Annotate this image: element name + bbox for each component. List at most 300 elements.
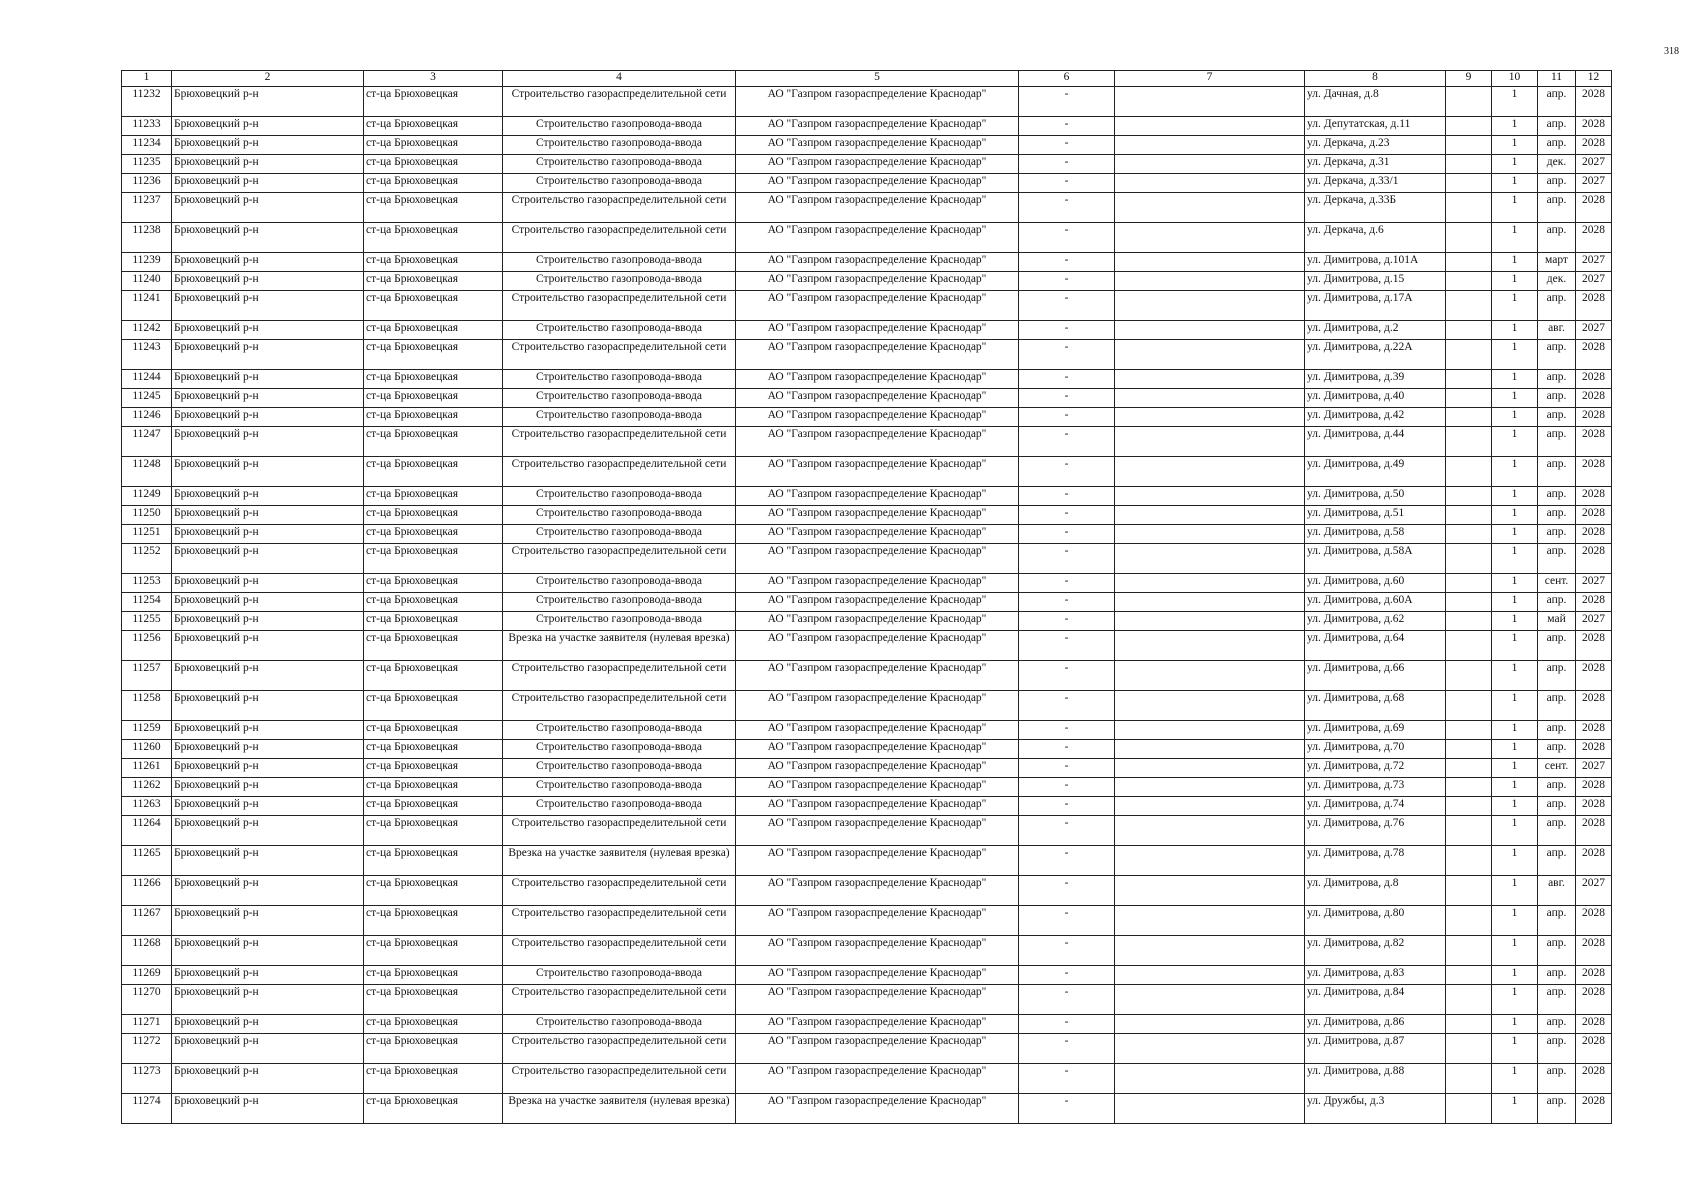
column-header: 7 bbox=[1115, 71, 1305, 87]
column-9-cell bbox=[1446, 661, 1492, 691]
month-cell: апр. bbox=[1538, 778, 1576, 797]
quantity-cell: 1 bbox=[1492, 612, 1538, 631]
column-9-cell bbox=[1446, 370, 1492, 389]
column-6-cell: - bbox=[1019, 612, 1115, 631]
column-7-cell bbox=[1115, 525, 1305, 544]
column-header: 9 bbox=[1446, 71, 1492, 87]
address-cell: ул. Дружбы, д.3 bbox=[1305, 1094, 1446, 1124]
year-cell: 2028 bbox=[1576, 340, 1612, 370]
column-6-cell: - bbox=[1019, 272, 1115, 291]
column-7-cell bbox=[1115, 721, 1305, 740]
table-row bbox=[122, 966, 1612, 985]
column-6-cell: - bbox=[1019, 846, 1115, 876]
organization-cell: АО "Газпром газораспределение Краснодар" bbox=[736, 936, 1019, 966]
work-type-cell: Строительство газораспределительной сети bbox=[503, 876, 736, 906]
column-6-cell: - bbox=[1019, 876, 1115, 906]
address-cell: ул. Деркача, д.33/1 bbox=[1305, 174, 1446, 193]
organization-cell: АО "Газпром газораспределение Краснодар" bbox=[736, 408, 1019, 427]
settlement-cell: ст-ца Брюховецкая bbox=[364, 155, 503, 174]
column-7-cell bbox=[1115, 966, 1305, 985]
quantity-cell: 1 bbox=[1492, 117, 1538, 136]
work-type-cell: Строительство газопровода-ввода bbox=[503, 487, 736, 506]
work-type-cell: Строительство газораспределительной сети bbox=[503, 906, 736, 936]
year-cell: 2028 bbox=[1576, 985, 1612, 1015]
column-7-cell bbox=[1115, 797, 1305, 816]
year-cell: 2028 bbox=[1576, 389, 1612, 408]
column-6-cell: - bbox=[1019, 408, 1115, 427]
column-header: 12 bbox=[1576, 71, 1612, 87]
address-cell: ул. Димитрова, д.15 bbox=[1305, 272, 1446, 291]
address-cell: ул. Деркача, д.33Б bbox=[1305, 193, 1446, 223]
column-9-cell bbox=[1446, 223, 1492, 253]
row-number-cell: 11249 bbox=[122, 487, 172, 506]
work-type-cell: Строительство газопровода-ввода bbox=[503, 408, 736, 427]
table-row bbox=[122, 272, 1612, 291]
district-cell: Брюховецкий р-н bbox=[172, 1015, 364, 1034]
settlement-cell: ст-ца Брюховецкая bbox=[364, 816, 503, 846]
address-cell: ул. Димитрова, д.78 bbox=[1305, 846, 1446, 876]
organization-cell: АО "Газпром газораспределение Краснодар" bbox=[736, 544, 1019, 574]
column-6-cell: - bbox=[1019, 691, 1115, 721]
column-9-cell bbox=[1446, 408, 1492, 427]
organization-cell: АО "Газпром газораспределение Краснодар" bbox=[736, 1094, 1019, 1124]
district-cell: Брюховецкий р-н bbox=[172, 816, 364, 846]
organization-cell: АО "Газпром газораспределение Краснодар" bbox=[736, 525, 1019, 544]
district-cell: Брюховецкий р-н bbox=[172, 291, 364, 321]
row-number-cell: 11240 bbox=[122, 272, 172, 291]
organization-cell: АО "Газпром газораспределение Краснодар" bbox=[736, 906, 1019, 936]
work-type-cell: Строительство газопровода-ввода bbox=[503, 721, 736, 740]
row-number-cell: 11273 bbox=[122, 1064, 172, 1094]
quantity-cell: 1 bbox=[1492, 544, 1538, 574]
work-type-cell: Строительство газораспределительной сети bbox=[503, 193, 736, 223]
address-cell: ул. Димитрова, д.80 bbox=[1305, 906, 1446, 936]
row-number-cell: 11263 bbox=[122, 797, 172, 816]
organization-cell: АО "Газпром газораспределение Краснодар" bbox=[736, 1015, 1019, 1034]
work-type-cell: Строительство газораспределительной сети bbox=[503, 457, 736, 487]
district-cell: Брюховецкий р-н bbox=[172, 340, 364, 370]
quantity-cell: 1 bbox=[1492, 223, 1538, 253]
month-cell: апр. bbox=[1538, 117, 1576, 136]
column-9-cell bbox=[1446, 291, 1492, 321]
month-cell: апр. bbox=[1538, 1015, 1576, 1034]
column-7-cell bbox=[1115, 340, 1305, 370]
table-row bbox=[122, 136, 1612, 155]
column-6-cell: - bbox=[1019, 223, 1115, 253]
year-cell: 2028 bbox=[1576, 661, 1612, 691]
settlement-cell: ст-ца Брюховецкая bbox=[364, 721, 503, 740]
settlement-cell: ст-ца Брюховецкая bbox=[364, 778, 503, 797]
table-row bbox=[122, 574, 1612, 593]
year-cell: 2028 bbox=[1576, 593, 1612, 612]
column-6-cell: - bbox=[1019, 797, 1115, 816]
district-cell: Брюховецкий р-н bbox=[172, 155, 364, 174]
column-6-cell: - bbox=[1019, 661, 1115, 691]
table-row bbox=[122, 193, 1612, 223]
quantity-cell: 1 bbox=[1492, 340, 1538, 370]
district-cell: Брюховецкий р-н bbox=[172, 846, 364, 876]
quantity-cell: 1 bbox=[1492, 661, 1538, 691]
table-row bbox=[122, 816, 1612, 846]
month-cell: апр. bbox=[1538, 174, 1576, 193]
address-cell: ул. Димитрова, д.84 bbox=[1305, 985, 1446, 1015]
column-6-cell: - bbox=[1019, 457, 1115, 487]
quantity-cell: 1 bbox=[1492, 797, 1538, 816]
row-number-cell: 11258 bbox=[122, 691, 172, 721]
row-number-cell: 11270 bbox=[122, 985, 172, 1015]
column-header: 6 bbox=[1019, 71, 1115, 87]
column-6-cell: - bbox=[1019, 506, 1115, 525]
month-cell: апр. bbox=[1538, 457, 1576, 487]
district-cell: Брюховецкий р-н bbox=[172, 117, 364, 136]
month-cell: апр. bbox=[1538, 721, 1576, 740]
column-7-cell bbox=[1115, 631, 1305, 661]
column-6-cell: - bbox=[1019, 906, 1115, 936]
organization-cell: АО "Газпром газораспределение Краснодар" bbox=[736, 291, 1019, 321]
address-cell: ул. Деркача, д.31 bbox=[1305, 155, 1446, 174]
month-cell: сент. bbox=[1538, 759, 1576, 778]
row-number-cell: 11260 bbox=[122, 740, 172, 759]
month-cell: дек. bbox=[1538, 272, 1576, 291]
year-cell: 2028 bbox=[1576, 691, 1612, 721]
column-7-cell bbox=[1115, 155, 1305, 174]
address-cell: ул. Димитрова, д.50 bbox=[1305, 487, 1446, 506]
column-7-cell bbox=[1115, 487, 1305, 506]
row-number-cell: 11261 bbox=[122, 759, 172, 778]
work-type-cell: Строительство газопровода-ввода bbox=[503, 117, 736, 136]
column-9-cell bbox=[1446, 846, 1492, 876]
month-cell: апр. bbox=[1538, 370, 1576, 389]
column-6-cell: - bbox=[1019, 487, 1115, 506]
organization-cell: АО "Газпром газораспределение Краснодар" bbox=[736, 661, 1019, 691]
column-7-cell bbox=[1115, 661, 1305, 691]
work-type-cell: Строительство газопровода-ввода bbox=[503, 253, 736, 272]
district-cell: Брюховецкий р-н bbox=[172, 1064, 364, 1094]
column-7-cell bbox=[1115, 936, 1305, 966]
table-row bbox=[122, 389, 1612, 408]
column-7-cell bbox=[1115, 876, 1305, 906]
column-7-cell bbox=[1115, 612, 1305, 631]
column-9-cell bbox=[1446, 574, 1492, 593]
settlement-cell: ст-ца Брюховецкая bbox=[364, 1094, 503, 1124]
row-number-cell: 11233 bbox=[122, 117, 172, 136]
address-cell: ул. Димитрова, д.64 bbox=[1305, 631, 1446, 661]
settlement-cell: ст-ца Брюховецкая bbox=[364, 936, 503, 966]
settlement-cell: ст-ца Брюховецкая bbox=[364, 1034, 503, 1064]
organization-cell: АО "Газпром газораспределение Краснодар" bbox=[736, 223, 1019, 253]
column-header: 4 bbox=[503, 71, 736, 87]
work-type-cell: Строительство газопровода-ввода bbox=[503, 174, 736, 193]
month-cell: апр. bbox=[1538, 740, 1576, 759]
work-type-cell: Строительство газораспределительной сети bbox=[503, 936, 736, 966]
organization-cell: АО "Газпром газораспределение Краснодар" bbox=[736, 272, 1019, 291]
row-number-cell: 11234 bbox=[122, 136, 172, 155]
organization-cell: АО "Газпром газораспределение Краснодар" bbox=[736, 193, 1019, 223]
address-cell: ул. Дачная, д.8 bbox=[1305, 87, 1446, 117]
column-6-cell: - bbox=[1019, 1015, 1115, 1034]
district-cell: Брюховецкий р-н bbox=[172, 193, 364, 223]
month-cell: апр. bbox=[1538, 291, 1576, 321]
column-header: 8 bbox=[1305, 71, 1446, 87]
page-number: 318 bbox=[1664, 46, 1679, 57]
district-cell: Брюховецкий р-н bbox=[172, 876, 364, 906]
table-row bbox=[122, 340, 1612, 370]
settlement-cell: ст-ца Брюховецкая bbox=[364, 321, 503, 340]
address-cell: ул. Димитрова, д.62 bbox=[1305, 612, 1446, 631]
column-7-cell bbox=[1115, 174, 1305, 193]
column-9-cell bbox=[1446, 117, 1492, 136]
column-7-cell bbox=[1115, 906, 1305, 936]
settlement-cell: ст-ца Брюховецкая bbox=[364, 427, 503, 457]
column-9-cell bbox=[1446, 778, 1492, 797]
district-cell: Брюховецкий р-н bbox=[172, 389, 364, 408]
organization-cell: АО "Газпром газораспределение Краснодар" bbox=[736, 759, 1019, 778]
settlement-cell: ст-ца Брюховецкая bbox=[364, 136, 503, 155]
settlement-cell: ст-ца Брюховецкая bbox=[364, 797, 503, 816]
district-cell: Брюховецкий р-н bbox=[172, 506, 364, 525]
column-6-cell: - bbox=[1019, 340, 1115, 370]
row-number-cell: 11243 bbox=[122, 340, 172, 370]
quantity-cell: 1 bbox=[1492, 1094, 1538, 1124]
district-cell: Брюховецкий р-н bbox=[172, 253, 364, 272]
column-7-cell bbox=[1115, 778, 1305, 797]
quantity-cell: 1 bbox=[1492, 487, 1538, 506]
work-type-cell: Строительство газопровода-ввода bbox=[503, 740, 736, 759]
month-cell: апр. bbox=[1538, 427, 1576, 457]
row-number-cell: 11232 bbox=[122, 87, 172, 117]
month-cell: апр. bbox=[1538, 408, 1576, 427]
work-type-cell: Строительство газопровода-ввода bbox=[503, 778, 736, 797]
column-6-cell: - bbox=[1019, 321, 1115, 340]
work-type-cell: Строительство газораспределительной сети bbox=[503, 427, 736, 457]
address-cell: ул. Димитрова, д.17А bbox=[1305, 291, 1446, 321]
column-7-cell bbox=[1115, 457, 1305, 487]
address-cell: ул. Димитрова, д.68 bbox=[1305, 691, 1446, 721]
year-cell: 2028 bbox=[1576, 525, 1612, 544]
year-cell: 2028 bbox=[1576, 778, 1612, 797]
column-7-cell bbox=[1115, 117, 1305, 136]
address-cell: ул. Димитрова, д.88 bbox=[1305, 1064, 1446, 1094]
quantity-cell: 1 bbox=[1492, 193, 1538, 223]
district-cell: Брюховецкий р-н bbox=[172, 321, 364, 340]
organization-cell: АО "Газпром газораспределение Краснодар" bbox=[736, 487, 1019, 506]
column-6-cell: - bbox=[1019, 1034, 1115, 1064]
district-cell: Брюховецкий р-н bbox=[172, 370, 364, 389]
column-6-cell: - bbox=[1019, 389, 1115, 408]
quantity-cell: 1 bbox=[1492, 985, 1538, 1015]
column-6-cell: - bbox=[1019, 740, 1115, 759]
organization-cell: АО "Газпром газораспределение Краснодар" bbox=[736, 340, 1019, 370]
column-7-cell bbox=[1115, 1015, 1305, 1034]
year-cell: 2028 bbox=[1576, 506, 1612, 525]
row-number-cell: 11238 bbox=[122, 223, 172, 253]
work-type-cell: Строительство газопровода-ввода bbox=[503, 797, 736, 816]
column-6-cell: - bbox=[1019, 985, 1115, 1015]
column-7-cell bbox=[1115, 816, 1305, 846]
row-number-cell: 11244 bbox=[122, 370, 172, 389]
work-type-cell: Строительство газопровода-ввода bbox=[503, 525, 736, 544]
row-number-cell: 11271 bbox=[122, 1015, 172, 1034]
table-row bbox=[122, 291, 1612, 321]
organization-cell: АО "Газпром газораспределение Краснодар" bbox=[736, 721, 1019, 740]
address-cell: ул. Димитрова, д.83 bbox=[1305, 966, 1446, 985]
month-cell: авг. bbox=[1538, 321, 1576, 340]
organization-cell: АО "Газпром газораспределение Краснодар" bbox=[736, 740, 1019, 759]
table-row bbox=[122, 457, 1612, 487]
column-6-cell: - bbox=[1019, 525, 1115, 544]
column-6-cell: - bbox=[1019, 427, 1115, 457]
year-cell: 2028 bbox=[1576, 117, 1612, 136]
work-type-cell: Строительство газопровода-ввода bbox=[503, 272, 736, 291]
organization-cell: АО "Газпром газораспределение Краснодар" bbox=[736, 321, 1019, 340]
work-type-cell: Строительство газораспределительной сети bbox=[503, 1064, 736, 1094]
month-cell: апр. bbox=[1538, 797, 1576, 816]
month-cell: апр. bbox=[1538, 389, 1576, 408]
column-7-cell bbox=[1115, 427, 1305, 457]
column-9-cell bbox=[1446, 966, 1492, 985]
row-number-cell: 11269 bbox=[122, 966, 172, 985]
column-6-cell: - bbox=[1019, 574, 1115, 593]
district-cell: Брюховецкий р-н bbox=[172, 1034, 364, 1064]
row-number-cell: 11274 bbox=[122, 1094, 172, 1124]
column-6-cell: - bbox=[1019, 631, 1115, 661]
year-cell: 2028 bbox=[1576, 966, 1612, 985]
table-row bbox=[122, 370, 1612, 389]
column-9-cell bbox=[1446, 740, 1492, 759]
column-6-cell: - bbox=[1019, 966, 1115, 985]
column-6-cell: - bbox=[1019, 117, 1115, 136]
settlement-cell: ст-ца Брюховецкая bbox=[364, 740, 503, 759]
column-7-cell bbox=[1115, 291, 1305, 321]
year-cell: 2028 bbox=[1576, 291, 1612, 321]
quantity-cell: 1 bbox=[1492, 574, 1538, 593]
address-cell: ул. Димитрова, д.49 bbox=[1305, 457, 1446, 487]
district-cell: Брюховецкий р-н bbox=[172, 985, 364, 1015]
column-6-cell: - bbox=[1019, 193, 1115, 223]
organization-cell: АО "Газпром газораспределение Краснодар" bbox=[736, 506, 1019, 525]
row-number-cell: 11248 bbox=[122, 457, 172, 487]
column-9-cell bbox=[1446, 457, 1492, 487]
column-9-cell bbox=[1446, 1094, 1492, 1124]
organization-cell: АО "Газпром газораспределение Краснодар" bbox=[736, 816, 1019, 846]
column-9-cell bbox=[1446, 1034, 1492, 1064]
column-9-cell bbox=[1446, 136, 1492, 155]
year-cell: 2028 bbox=[1576, 457, 1612, 487]
address-cell: ул. Димитрова, д.58А bbox=[1305, 544, 1446, 574]
column-6-cell: - bbox=[1019, 136, 1115, 155]
column-header: 3 bbox=[364, 71, 503, 87]
column-7-cell bbox=[1115, 253, 1305, 272]
district-cell: Брюховецкий р-н bbox=[172, 544, 364, 574]
address-cell: ул. Димитрова, д.60 bbox=[1305, 574, 1446, 593]
quantity-cell: 1 bbox=[1492, 370, 1538, 389]
settlement-cell: ст-ца Брюховецкая bbox=[364, 506, 503, 525]
column-9-cell bbox=[1446, 193, 1492, 223]
row-number-cell: 11246 bbox=[122, 408, 172, 427]
quantity-cell: 1 bbox=[1492, 1015, 1538, 1034]
address-cell: ул. Димитрова, д.73 bbox=[1305, 778, 1446, 797]
month-cell: март bbox=[1538, 253, 1576, 272]
row-number-cell: 11264 bbox=[122, 816, 172, 846]
table-row bbox=[122, 253, 1612, 272]
address-cell: ул. Димитрова, д.39 bbox=[1305, 370, 1446, 389]
settlement-cell: ст-ца Брюховецкая bbox=[364, 370, 503, 389]
column-9-cell bbox=[1446, 389, 1492, 408]
month-cell: апр. bbox=[1538, 340, 1576, 370]
table-row bbox=[122, 1094, 1612, 1124]
settlement-cell: ст-ца Брюховецкая bbox=[364, 117, 503, 136]
address-cell: ул. Димитрова, д.82 bbox=[1305, 936, 1446, 966]
table-row bbox=[122, 759, 1612, 778]
work-type-cell: Строительство газопровода-ввода bbox=[503, 506, 736, 525]
register-body bbox=[122, 87, 1612, 1124]
settlement-cell: ст-ца Брюховецкая bbox=[364, 193, 503, 223]
row-number-cell: 11237 bbox=[122, 193, 172, 223]
column-6-cell: - bbox=[1019, 936, 1115, 966]
quantity-cell: 1 bbox=[1492, 1034, 1538, 1064]
work-type-cell: Строительство газопровода-ввода bbox=[503, 593, 736, 612]
work-type-cell: Строительство газопровода-ввода bbox=[503, 136, 736, 155]
organization-cell: АО "Газпром газораспределение Краснодар" bbox=[736, 1064, 1019, 1094]
district-cell: Брюховецкий р-н bbox=[172, 136, 364, 155]
quantity-cell: 1 bbox=[1492, 966, 1538, 985]
column-9-cell bbox=[1446, 427, 1492, 457]
quantity-cell: 1 bbox=[1492, 936, 1538, 966]
column-9-cell bbox=[1446, 593, 1492, 612]
row-number-cell: 11262 bbox=[122, 778, 172, 797]
year-cell: 2027 bbox=[1576, 574, 1612, 593]
quantity-cell: 1 bbox=[1492, 740, 1538, 759]
column-7-cell bbox=[1115, 223, 1305, 253]
table-row bbox=[122, 846, 1612, 876]
organization-cell: АО "Газпром газораспределение Краснодар" bbox=[736, 117, 1019, 136]
table-row bbox=[122, 612, 1612, 631]
organization-cell: АО "Газпром газораспределение Краснодар" bbox=[736, 155, 1019, 174]
year-cell: 2028 bbox=[1576, 370, 1612, 389]
address-cell: ул. Деркача, д.6 bbox=[1305, 223, 1446, 253]
work-type-cell: Строительство газораспределительной сети bbox=[503, 87, 736, 117]
district-cell: Брюховецкий р-н bbox=[172, 906, 364, 936]
settlement-cell: ст-ца Брюховецкая bbox=[364, 340, 503, 370]
row-number-cell: 11259 bbox=[122, 721, 172, 740]
district-cell: Брюховецкий р-н bbox=[172, 1094, 364, 1124]
table-row bbox=[122, 721, 1612, 740]
work-type-cell: Строительство газопровода-ввода bbox=[503, 966, 736, 985]
column-9-cell bbox=[1446, 816, 1492, 846]
column-7-cell bbox=[1115, 1094, 1305, 1124]
table-row bbox=[122, 174, 1612, 193]
work-type-cell: Строительство газопровода-ввода bbox=[503, 321, 736, 340]
quantity-cell: 1 bbox=[1492, 291, 1538, 321]
organization-cell: АО "Газпром газораспределение Краснодар" bbox=[736, 457, 1019, 487]
month-cell: апр. bbox=[1538, 487, 1576, 506]
address-cell: ул. Димитрова, д.87 bbox=[1305, 1034, 1446, 1064]
column-9-cell bbox=[1446, 797, 1492, 816]
address-cell: ул. Димитрова, д.76 bbox=[1305, 816, 1446, 846]
column-9-cell bbox=[1446, 985, 1492, 1015]
row-number-cell: 11245 bbox=[122, 389, 172, 408]
address-cell: ул. Димитрова, д.2 bbox=[1305, 321, 1446, 340]
district-cell: Брюховецкий р-н bbox=[172, 174, 364, 193]
column-6-cell: - bbox=[1019, 155, 1115, 174]
district-cell: Брюховецкий р-н bbox=[172, 740, 364, 759]
year-cell: 2028 bbox=[1576, 544, 1612, 574]
column-6-cell: - bbox=[1019, 1094, 1115, 1124]
row-number-cell: 11241 bbox=[122, 291, 172, 321]
row-number-cell: 11268 bbox=[122, 936, 172, 966]
address-cell: ул. Димитрова, д.22А bbox=[1305, 340, 1446, 370]
table-row bbox=[122, 155, 1612, 174]
